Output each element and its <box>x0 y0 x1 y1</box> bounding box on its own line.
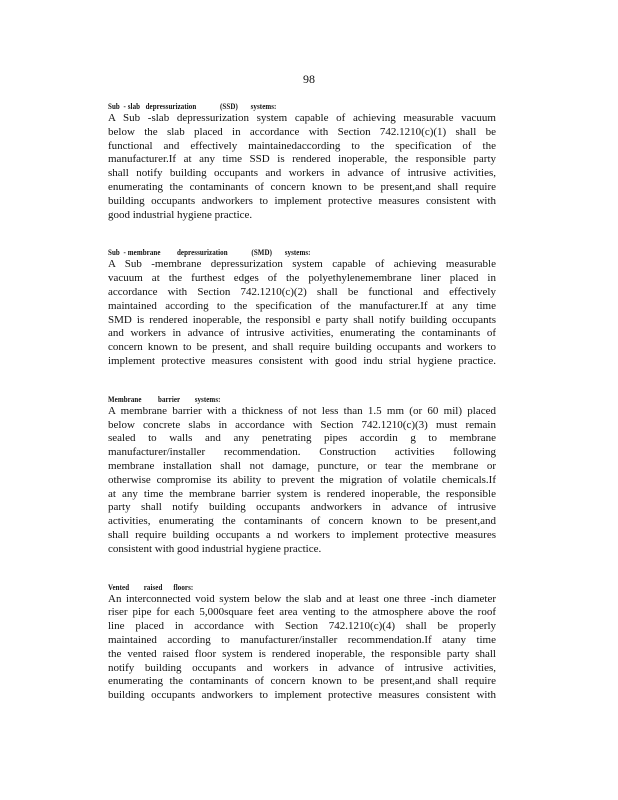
section-heading: Vented raised floors: <box>108 581 194 592</box>
text-line: implement protective measures consistent with good indu strial hygiene practice. <box>108 354 496 367</box>
text-line: riser pipe for each 5,000square feet area venting to the atmosphere above the roof <box>108 606 496 619</box>
text-line: manufacturer/installer recommendation. Construction activities following <box>108 446 496 459</box>
text-line: enumerating the contaminants of concern known to be present,and shall require <box>108 675 496 688</box>
text-line: sealed to walls and any penetrating pipes accordin g to membrane <box>108 432 496 445</box>
section-heading: Sub - membrane depressurization (SMD) systems: <box>108 247 311 258</box>
text-line: party shall notify building occupants andworkers in advance of intrusive <box>108 501 496 514</box>
text-line: activities, enumerating the contaminants of concern known to be present,and <box>108 515 496 528</box>
text-line: functional and effectively maintainedaccording to the specification of the <box>108 139 496 152</box>
text-line: maintained according to the specification of the manufacturer.If at any time <box>108 299 496 312</box>
text-line: A Sub -membrane depressurization system capable of achieving measurable <box>108 258 496 271</box>
text-line: otherwise compromise its ability to prevent the migration of volatile chemicals.If <box>108 473 496 486</box>
text-line: building occupants andworkers to implement protective measures consistent with <box>108 689 496 702</box>
text-line: building occupants andworkers to implement protective measures consistent with <box>108 194 496 207</box>
text-line: enumerating the contaminants of concern known to be present,and shall require <box>108 180 496 193</box>
text-line: membrane installation shall not damage, puncture, or tear the membrane or <box>108 459 496 472</box>
text-line: below the slab placed in accordance with Section 742.1210(c)(1) shall be <box>108 125 496 138</box>
text-line: below concrete slabs in accordance with Section 742.1210(c)(3) must remain <box>108 418 496 431</box>
text-line: good industrial hygiene practice. <box>108 208 253 221</box>
document-body <box>108 100 506 703</box>
section-smd-systems <box>108 246 506 368</box>
text-line: A Sub -slab depressurization system capable of achieving measurable vacuum <box>108 112 496 124</box>
section-body <box>108 258 506 368</box>
section-vented-raised-floors <box>108 581 506 703</box>
text-line: A membrane barrier with a thickness of not less than 1.5 mm (or 60 mil) placed <box>108 404 496 417</box>
text-line: SMD is rendered inoperable, the responsibl e party shall notify building occupants <box>108 313 496 326</box>
text-line: maintained according to manufacturer/installer recommendation.If atany time <box>108 633 496 646</box>
section-heading: Sub - slab depressurization (SSD) systems: <box>108 101 277 111</box>
text-line: shall notify building occupants and workers in advance of intrusive activities, <box>108 167 496 180</box>
text-line: consistent with good industrial hygiene practice. <box>108 542 322 555</box>
text-line: shall require building occupants a nd workers to implement protective measures <box>108 528 496 541</box>
text-line: the vented raised floor system is rendered inoperable, the responsible party shall <box>108 647 496 660</box>
text-line: An interconnected void system below the slab and at least one three -inch diameter <box>108 592 496 605</box>
section-membrane-barrier-systems <box>108 393 506 557</box>
section-body <box>108 405 506 557</box>
text-line: vacuum at the furthest edges of the polyethylenemembrane liner placed in <box>108 272 496 285</box>
page-number: 98 <box>303 72 315 86</box>
text-line: manufacturer.If at any time SSD is rendered inoperable, the responsible party <box>108 153 496 166</box>
text-line: accordance with Section 742.1210(c)(2) shall be functional and effectively <box>108 285 496 298</box>
section-heading: Membrane barrier systems: <box>108 393 221 404</box>
text-line: concern known to be present, and shall require building occupants and workers to <box>108 341 496 354</box>
text-line: notify building occupants and workers in advance of intrusive activities, <box>108 661 496 674</box>
section-body <box>108 112 506 222</box>
text-line: at any time the membrane barrier system is rendered inoperable, the responsible <box>108 487 496 500</box>
section-body <box>108 593 506 703</box>
text-line: line placed in accordance with Section 742.1210(c)(4) shall be properly <box>108 620 496 633</box>
text-line: and workers in advance of intrusive activities, enumerating the contaminants of <box>108 327 496 340</box>
section-ssd-systems <box>108 100 506 222</box>
